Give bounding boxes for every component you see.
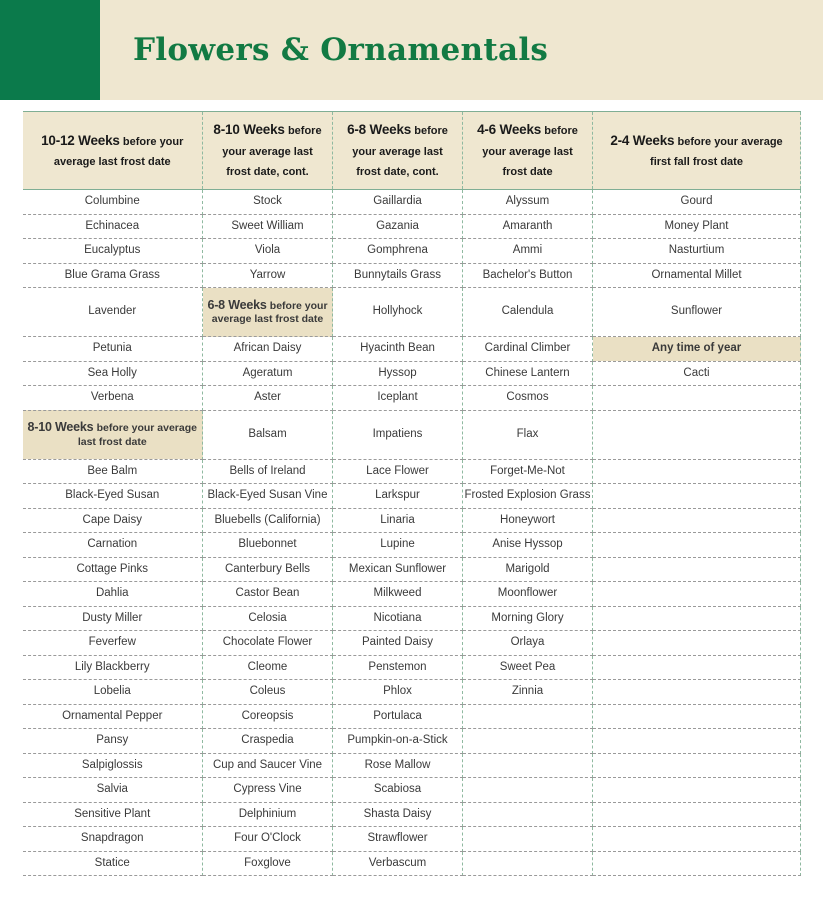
plant-cell: Frosted Explosion Grass (463, 484, 593, 509)
header-rest: before your average last frost date, cont. (352, 125, 448, 179)
table-row (23, 459, 801, 484)
plant-cell: African Daisy (203, 337, 333, 362)
plant-cell: Salvia (23, 778, 203, 803)
plant-cell-empty (593, 778, 801, 803)
column-header-4-6-weeks (463, 112, 593, 190)
plant-cell-empty (593, 533, 801, 558)
plant-cell-empty (463, 827, 593, 852)
plant-cell: Coleus (203, 680, 333, 705)
plant-cell: Canterbury Bells (203, 557, 333, 582)
plant-cell: Larkspur (333, 484, 463, 509)
plant-cell: Chinese Lantern (463, 361, 593, 386)
section-rest: before your average last frost date (211, 299, 328, 325)
table-row (23, 190, 801, 215)
plant-cell: Verbascum (333, 851, 463, 876)
plant-cell: Alyssum (463, 190, 593, 215)
plant-cell: Amaranth (463, 214, 593, 239)
plant-cell: Echinacea (23, 214, 203, 239)
plant-cell-empty (463, 729, 593, 754)
plant-cell: Ammi (463, 239, 593, 264)
plant-cell: Money Plant (593, 214, 801, 239)
plant-cell-empty (593, 386, 801, 411)
header-rest: before your average last frost date, cont. (222, 125, 322, 179)
plant-cell: Bells of Ireland (203, 459, 333, 484)
plant-cell-empty (593, 508, 801, 533)
table-row (23, 508, 801, 533)
section-header-6-8-weeks (203, 288, 333, 337)
plant-cell: Craspedia (203, 729, 333, 754)
column-header-2-4-weeks (593, 112, 801, 190)
plant-cell: Cacti (593, 361, 801, 386)
plant-cell-empty (463, 802, 593, 827)
header-rest: before your average first fall frost date (650, 135, 783, 169)
plant-cell: Cleome (203, 655, 333, 680)
plant-cell: Cup and Saucer Vine (203, 753, 333, 778)
plant-cell: Chocolate Flower (203, 631, 333, 656)
plant-cell: Mexican Sunflower (333, 557, 463, 582)
plant-cell: Lavender (23, 288, 203, 337)
plant-cell: Cypress Vine (203, 778, 333, 803)
table-row (23, 778, 801, 803)
plant-cell: Feverfew (23, 631, 203, 656)
table-header-row (23, 112, 801, 190)
plant-cell-empty (593, 753, 801, 778)
plant-cell: Sweet Pea (463, 655, 593, 680)
plant-cell: Petunia (23, 337, 203, 362)
plant-cell: Forget-Me-Not (463, 459, 593, 484)
plant-cell: Orlaya (463, 631, 593, 656)
plant-cell: Painted Daisy (333, 631, 463, 656)
plant-cell-empty (593, 410, 801, 459)
plant-cell-empty (593, 802, 801, 827)
plant-cell: Celosia (203, 606, 333, 631)
plant-cell: Iceplant (333, 386, 463, 411)
plant-cell: Bunnytails Grass (333, 263, 463, 288)
table-row (23, 557, 801, 582)
plant-cell: Lily Blackberry (23, 655, 203, 680)
plant-cell: Strawflower (333, 827, 463, 852)
section-emphasis: 8-10 Weeks (27, 420, 94, 435)
plant-cell: Pumpkin-on-a-Stick (333, 729, 463, 754)
table-row (23, 214, 801, 239)
plant-cell: Sea Holly (23, 361, 203, 386)
plant-cell: Eucalyptus (23, 239, 203, 264)
plant-cell: Flax (463, 410, 593, 459)
plant-cell: Anise Hyssop (463, 533, 593, 558)
header-emphasis: 4-6 Weeks (477, 122, 542, 138)
table-row (23, 582, 801, 607)
plant-cell: Bluebells (California) (203, 508, 333, 533)
table-row (23, 606, 801, 631)
plant-cell-empty (593, 655, 801, 680)
plant-cell: Sweet William (203, 214, 333, 239)
plant-cell: Viola (203, 239, 333, 264)
plant-cell: Dahlia (23, 582, 203, 607)
plant-cell: Balsam (203, 410, 333, 459)
plant-cell-empty (593, 557, 801, 582)
plant-cell-empty (593, 851, 801, 876)
table-row (23, 533, 801, 558)
plant-cell: Four O'Clock (203, 827, 333, 852)
table-row (23, 802, 801, 827)
table-row (23, 263, 801, 288)
plant-cell: Milkweed (333, 582, 463, 607)
page-title: Flowers & Ornamentals (133, 32, 549, 68)
plant-cell: Cottage Pinks (23, 557, 203, 582)
table-row (23, 729, 801, 754)
plant-cell: Castor Bean (203, 582, 333, 607)
plant-cell: Cardinal Climber (463, 337, 593, 362)
column-header-8-10-weeks (203, 112, 333, 190)
plant-cell-empty (593, 631, 801, 656)
plant-cell: Gazania (333, 214, 463, 239)
plant-cell: Penstemon (333, 655, 463, 680)
plant-cell: Marigold (463, 557, 593, 582)
table-row (23, 484, 801, 509)
plant-cell: Morning Glory (463, 606, 593, 631)
plant-cell: Gaillardia (333, 190, 463, 215)
plant-cell-empty (593, 704, 801, 729)
plant-cell: Cosmos (463, 386, 593, 411)
plant-cell: Shasta Daisy (333, 802, 463, 827)
plant-cell: Linaria (333, 508, 463, 533)
banner-spacer (0, 100, 823, 111)
plant-cell-empty (463, 704, 593, 729)
plant-cell: Columbine (23, 190, 203, 215)
plant-cell-empty (593, 680, 801, 705)
table-row (23, 680, 801, 705)
section-emphasis: 6-8 Weeks (207, 297, 267, 312)
plant-cell: Phlox (333, 680, 463, 705)
column-header-10-12-weeks (23, 112, 203, 190)
plant-cell: Blue Grama Grass (23, 263, 203, 288)
plant-cell-empty (593, 582, 801, 607)
plant-cell: Calendula (463, 288, 593, 337)
table-row (23, 655, 801, 680)
table-row (23, 704, 801, 729)
plant-cell: Foxglove (203, 851, 333, 876)
plant-cell: Bluebonnet (203, 533, 333, 558)
plant-cell-empty (593, 729, 801, 754)
table-row (23, 851, 801, 876)
plant-cell: Snapdragon (23, 827, 203, 852)
table-row (23, 337, 801, 362)
header-emphasis: 6-8 Weeks (347, 122, 412, 138)
table-row (23, 827, 801, 852)
plant-cell: Black-Eyed Susan (23, 484, 203, 509)
header-emphasis: 8-10 Weeks (213, 122, 285, 138)
header-rest: before your average last frost date (53, 135, 184, 169)
section-header-8-10-weeks (23, 410, 203, 459)
header-emphasis: 2-4 Weeks (610, 132, 675, 148)
table-row (23, 410, 801, 459)
plant-cell: Salpiglossis (23, 753, 203, 778)
plant-cell: Pansy (23, 729, 203, 754)
plant-cell: Sunflower (593, 288, 801, 337)
plant-cell: Lupine (333, 533, 463, 558)
plant-cell: Bee Balm (23, 459, 203, 484)
plant-cell-empty (463, 753, 593, 778)
plant-cell: Stock (203, 190, 333, 215)
plant-cell: Portulaca (333, 704, 463, 729)
plant-cell: Hyacinth Bean (333, 337, 463, 362)
plant-cell: Zinnia (463, 680, 593, 705)
table-row (23, 288, 801, 337)
plant-cell: Cape Daisy (23, 508, 203, 533)
plant-cell: Hyssop (333, 361, 463, 386)
table-row (23, 361, 801, 386)
table-row (23, 386, 801, 411)
plant-cell: Verbena (23, 386, 203, 411)
section-rest: before your average last frost date (77, 422, 197, 448)
table-row (23, 239, 801, 264)
schedule-table-wrapper (23, 111, 801, 876)
planting-schedule-table (23, 111, 802, 876)
header-rest: before your average last frost date (482, 125, 578, 179)
plant-cell-empty (593, 827, 801, 852)
plant-cell-empty (593, 459, 801, 484)
plant-cell: Nasturtium (593, 239, 801, 264)
plant-cell: Impatiens (333, 410, 463, 459)
plant-cell: Delphinium (203, 802, 333, 827)
plant-cell-empty (593, 484, 801, 509)
table-row (23, 631, 801, 656)
page-banner (0, 0, 823, 100)
plant-cell: Ornamental Millet (593, 263, 801, 288)
plant-cell: Aster (203, 386, 333, 411)
plant-cell: Ornamental Pepper (23, 704, 203, 729)
plant-cell: Lace Flower (333, 459, 463, 484)
plant-cell: Lobelia (23, 680, 203, 705)
column-header-6-8-weeks (333, 112, 463, 190)
plant-cell-empty (593, 606, 801, 631)
section-header-any-time: Any time of year (593, 337, 801, 362)
table-row (23, 753, 801, 778)
plant-cell: Black-Eyed Susan Vine (203, 484, 333, 509)
plant-cell: Honeywort (463, 508, 593, 533)
plant-cell: Ageratum (203, 361, 333, 386)
plant-cell: Dusty Miller (23, 606, 203, 631)
plant-cell: Moonflower (463, 582, 593, 607)
plant-cell: Gourd (593, 190, 801, 215)
plant-cell: Coreopsis (203, 704, 333, 729)
header-emphasis: 10-12 Weeks (41, 132, 120, 148)
plant-cell: Carnation (23, 533, 203, 558)
plant-cell: Yarrow (203, 263, 333, 288)
banner-accent-block (0, 0, 100, 100)
plant-cell: Scabiosa (333, 778, 463, 803)
plant-cell: Statice (23, 851, 203, 876)
plant-cell: Hollyhock (333, 288, 463, 337)
table-body (23, 190, 801, 876)
plant-cell-empty (463, 851, 593, 876)
plant-cell: Rose Mallow (333, 753, 463, 778)
plant-cell: Sensitive Plant (23, 802, 203, 827)
plant-cell: Gomphrena (333, 239, 463, 264)
plant-cell: Bachelor's Button (463, 263, 593, 288)
plant-cell: Nicotiana (333, 606, 463, 631)
plant-cell-empty (463, 778, 593, 803)
